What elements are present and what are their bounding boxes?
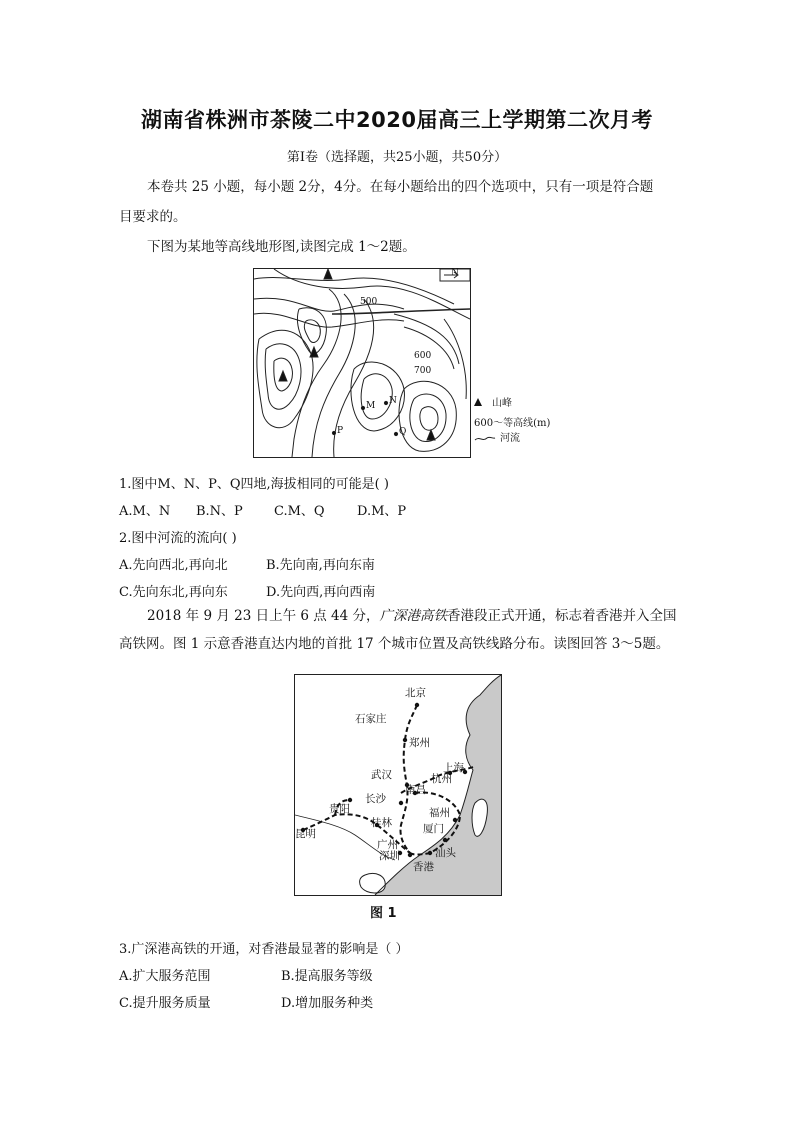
peak-icon: [324, 269, 332, 279]
point-q: Q: [399, 427, 407, 437]
figure-caption: 图 1: [370, 906, 397, 921]
contour-map-figure: [253, 268, 471, 458]
city-hangzhou: 杭州: [431, 773, 452, 785]
contour-label-700: 700: [414, 366, 432, 376]
city-nanchang: 南昌: [405, 784, 426, 796]
instructions-line1: 本卷共 25 小题，每小题 2分，4分。在每小题给出的四个选项中，只有一项是符合题: [147, 179, 654, 195]
city-wuhan: 武汉: [371, 769, 392, 781]
peak-icon: [310, 347, 318, 357]
legend-contour-label: 等高线(m): [503, 418, 551, 429]
city-kunming: 昆明: [295, 828, 316, 840]
city-shantou: 汕头: [435, 847, 456, 859]
point-n: N: [389, 396, 397, 406]
q1-option-c[interactable]: C.M、Q: [274, 504, 325, 519]
city-guangzhou: 广州: [377, 839, 398, 851]
city-shanghai: 上海: [443, 762, 464, 774]
q1-option-d[interactable]: D.M、P: [357, 504, 407, 519]
q3-stem: 3.广深港高铁的开通，对香港最显著的影响是（ ）: [119, 942, 409, 957]
city-zhengzhou: 郑州: [409, 737, 430, 749]
contour-label-500: 500: [360, 297, 378, 307]
q2-stem: 2.图中河流的流向( ): [119, 531, 237, 546]
point-p: P: [337, 426, 344, 436]
group2-intro-b: 香港段正式开通，标志着香港并入全国: [447, 608, 677, 624]
legend-contour: 600～等高线(m): [474, 418, 551, 429]
q1-option-a[interactable]: A.M、N: [119, 504, 171, 519]
city-guiyang: 贵阳: [329, 803, 350, 815]
q3-option-c[interactable]: C.提升服务质量: [119, 996, 211, 1011]
q2-option-b[interactable]: B.先向南,再向东南: [266, 558, 375, 573]
group1-intro: 下图为某地等高线地形图,读图完成 1～2题。: [147, 239, 416, 255]
group2-intro-line2: 高铁网。图 1 示意香港直达内地的首批 17 个城市位置及高铁线路分布。读图回答 3～5题。: [119, 636, 670, 652]
legend-river: [474, 429, 520, 444]
city-beijing: 北京: [405, 687, 426, 699]
river-icon: [474, 435, 496, 443]
city-shenzhen: 深圳: [379, 850, 400, 862]
peak-icon: [427, 430, 435, 440]
page-title: 湖南省株洲市茶陵二中2020届高三上学期第二次月考: [141, 108, 653, 132]
q3-option-a[interactable]: A.扩大服务范围: [119, 969, 211, 984]
instructions-line2: 目要求的。: [119, 209, 187, 225]
q1-option-b[interactable]: B.N、P: [196, 504, 243, 519]
q3-option-d[interactable]: D.增加服务种类: [281, 996, 374, 1011]
peak-icon: [474, 398, 482, 406]
city-fuzhou: 福州: [429, 807, 450, 819]
city-guilin: 桂林: [371, 817, 392, 829]
q3-option-b[interactable]: B.提高服务等级: [281, 969, 373, 984]
city-hongkong: 香港: [413, 861, 434, 873]
city-shijiazhuang: 石家庄: [355, 713, 387, 725]
north-label: N: [451, 268, 459, 278]
city-xiamen: 厦门: [423, 823, 444, 835]
railway-map-figure: [294, 674, 502, 896]
legend-peak: [474, 394, 512, 409]
legend-river-label: 河流: [500, 433, 520, 444]
city-changsha: 长沙: [365, 793, 386, 805]
q1-stem: 1.图中M、N、P、Q四地,海拔相同的可能是( ): [119, 477, 389, 492]
q2-option-c[interactable]: C.先向东北,再向东: [119, 585, 228, 600]
q2-option-d[interactable]: D.先向西,再向西南: [266, 585, 376, 600]
contour-label-600: 600: [414, 351, 432, 361]
group2-intro-line1: [147, 606, 677, 626]
legend-peak-label: 山峰: [492, 398, 512, 409]
section-heading: 第Ⅰ卷（选择题，共25小题，共50分）: [286, 150, 508, 165]
group2-intro-emphasis: 广深港高铁: [379, 608, 448, 624]
q2-option-a[interactable]: A.先向西北,再向北: [119, 558, 228, 573]
legend-contour-value: 600: [474, 418, 494, 429]
group2-intro-a: 2018 年 9 月 23 日上午 6 点 44 分，: [147, 608, 380, 624]
point-m: M: [366, 401, 376, 411]
peak-icon: [279, 371, 287, 381]
